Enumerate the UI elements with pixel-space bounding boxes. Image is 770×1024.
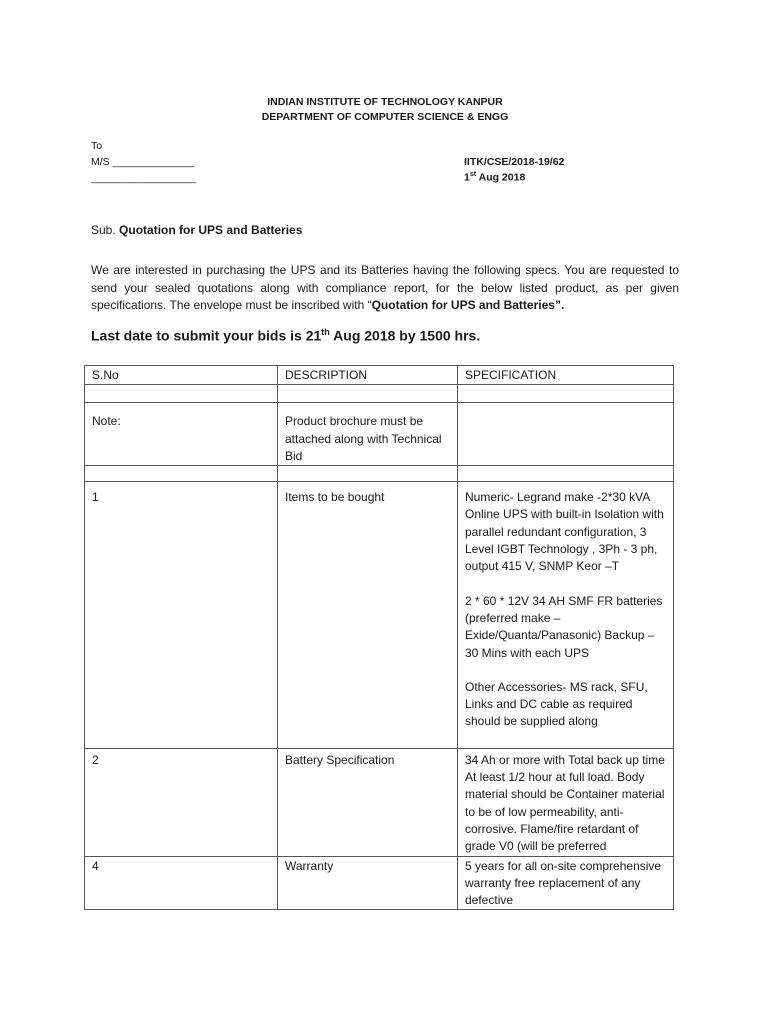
reference-number: IITK/CSE/2018-19/62	[464, 156, 565, 168]
last-date-notice: Last date to submit your bids is 21th Aug 2018 by 1500 hrs.	[91, 327, 481, 344]
header-description: DESCRIPTION	[278, 366, 458, 385]
spec-paragraph: 2 * 60 * 12V 34 AH SMF FR batteries (preferred make – Exide/Quanta/Panasonic) Backup – 30 Mins with each UPS	[465, 593, 663, 660]
cell-description	[278, 385, 458, 403]
document-date: 1st Aug 2018	[464, 171, 526, 184]
cell-specification	[458, 482, 674, 749]
table-row	[85, 385, 674, 403]
table-row	[85, 482, 674, 749]
cell-sno	[85, 385, 278, 403]
to-label: To	[91, 140, 103, 152]
header-specification: SPECIFICATION	[458, 366, 674, 385]
table-header-row	[85, 366, 674, 385]
cell-sno: 2	[85, 748, 278, 856]
header-sno: S.No	[85, 366, 278, 385]
cell-description: Product brochure must be attached along with Technical Bid	[278, 403, 458, 466]
table-row	[85, 748, 674, 856]
cell-specification: 34 Ah or more with Total back up time At least 1/2 hour at full load. Body material should be Container material to be of low permeability, anti-corrosive. Flame/fire retardant of grade V0 (will be preferred	[458, 748, 674, 856]
table-row	[85, 466, 674, 482]
address-blank-line: __________________	[91, 172, 197, 184]
specification-table	[84, 365, 674, 910]
spec-paragraph: Numeric- Legrand make -2*30 kVA Online UPS with built-in Isolation with parallel redundant configuration, 3 Level IGBT Technology , 3Ph - 3 ph, output 415 V, SNMP Keor –T	[465, 490, 664, 574]
institute-name: INDIAN INSTITUTE OF TECHNOLOGY KANPUR	[267, 96, 503, 108]
cell-specification	[458, 403, 674, 466]
cell-specification	[458, 385, 674, 403]
cell-description: Battery Specification	[278, 748, 458, 856]
cell-sno: 1	[85, 482, 278, 749]
subject-line: Sub. Quotation for UPS and Batteries	[91, 223, 303, 237]
cell-sno: 4	[85, 856, 278, 910]
cell-description: Warranty	[278, 856, 458, 910]
cell-sno	[85, 466, 278, 482]
ms-line: M/S ______________	[91, 156, 195, 168]
cell-description: Items to be bought	[278, 482, 458, 749]
department-name: DEPARTMENT OF COMPUTER SCIENCE & ENGG	[261, 111, 509, 123]
cell-description	[278, 466, 458, 482]
table-row	[85, 403, 674, 466]
cell-specification	[458, 466, 674, 482]
cell-sno: Note:	[85, 403, 278, 466]
intro-paragraph: We are interested in purchasing the UPS and its Batteries having the following specs. You are requested to send your sealed quotations along with compliance report, for the below listed product, as per given specifications. The envelope must be inscribed with “Quotation for UPS and Batteries”.	[91, 263, 679, 312]
cell-specification: 5 years for all on-site comprehensive warranty free replacement of any defective	[458, 856, 674, 910]
table-row	[85, 856, 674, 910]
spec-paragraph: Other Accessories- MS rack, SFU, Links and DC cable as required should be supplied along	[465, 679, 648, 729]
